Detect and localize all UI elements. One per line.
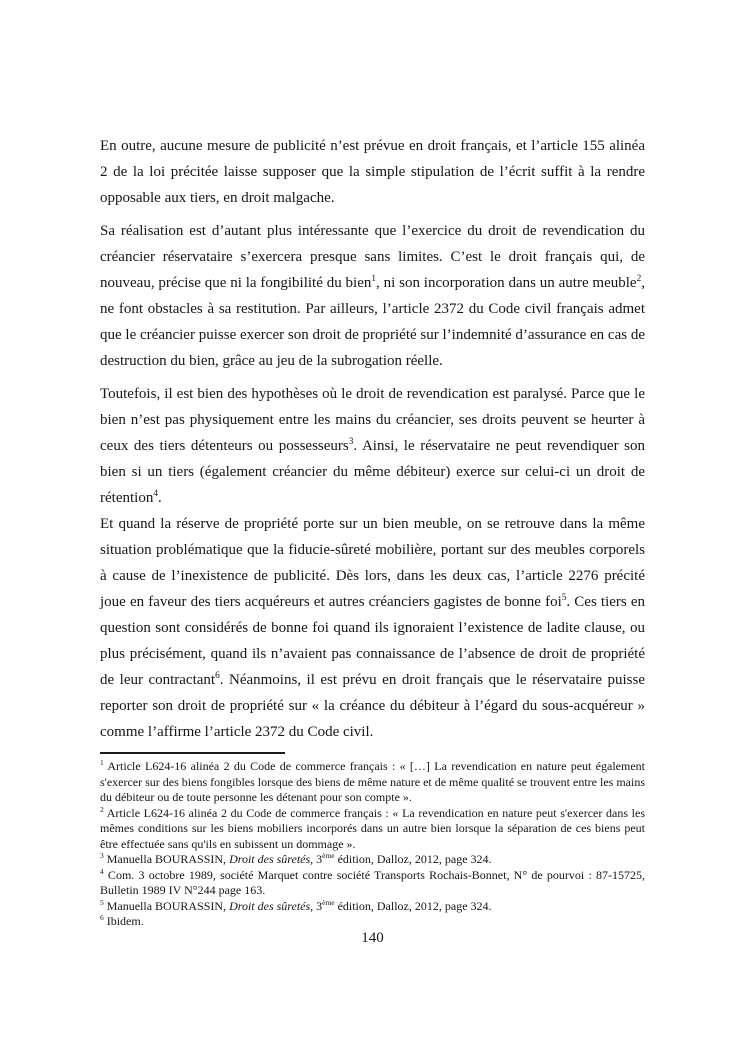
footnote-marker: 5: [100, 897, 104, 907]
footnote-marker: 4: [100, 866, 104, 876]
text-run: édition, Dalloz, 2012, page 324.: [334, 898, 492, 913]
text-run: . Ces tiers en question sont considérés de bonne foi quand ils ignoraient l’existence de ladite clause, ou plus précisément, quand ils n’avaient pas connaissance de l’absence de droit de propriété de leur contractant: [100, 594, 646, 688]
text-run: .: [157, 490, 162, 506]
text-run: Ibidem.: [103, 914, 144, 928]
text-run: . Néanmoins, il est prévu en droit français que le réservataire puisse reporter son droit de propriété sur « la créance du débiteur à l’égard du sous-acquéreur » comme l’affirme l’article 2372 du Code civil.: [100, 672, 646, 740]
text-run: Article L624-16 alinéa 2 du Code de commerce français : « La revendication en nature peut s'exercer dans les mêmes conditions sur les biens mobiliers incorporés dans un autre bien lorsque la séparation de ces biens peut être effectuée sans qu'ils en subissent un dommage ».: [100, 805, 645, 851]
superscript: ème: [322, 897, 335, 907]
text-run: . Ainsi, le réservataire ne peut revendiquer son bien si un tiers (également créancier du même débiteur) exerce sur celui-ci un droit de rétention: [100, 438, 645, 506]
footnote-separator: [100, 752, 285, 754]
footnote-reference: 2: [636, 274, 642, 284]
text-run: Toutefois, il est bien des hypothèses où le droit de revendication est paralysé. Parce que le bien n’est pas physiquement entre les mains du créancier, ses droits peuvent se heurter à ceux des tiers détenteurs ou possesseurs: [100, 386, 645, 454]
footnote-marker: 1: [100, 758, 104, 767]
footnote-marker: 3: [100, 851, 104, 860]
paragraph: [100, 381, 645, 511]
footnote: [100, 868, 645, 899]
footnote-reference: 1: [371, 274, 377, 284]
text-run: édition, Dalloz, 2012, page 324.: [334, 852, 492, 866]
footnote: [100, 806, 645, 853]
footnotes-list: [100, 759, 645, 930]
footnote: [100, 914, 645, 930]
text-run: Com. 3 octobre 1989, société Marquet contre société Transports Rochais-Bonnet, N° de pourvoi : 87-15725, Bulletin 1989 IV N°244 page 163.: [100, 867, 645, 897]
footnote: [100, 899, 645, 915]
footnote-marker: 6: [100, 913, 104, 922]
paragraph: [100, 511, 645, 745]
text-run: Sa réalisation est d’autant plus intéressante que l’exercice du droit de revendication du créancier réservataire s’exercera presque sans limites. C’est le droit français qui, de nouveau, précise que ni la fongibilité du bien: [100, 223, 645, 291]
superscript: ème: [322, 851, 335, 860]
text-run: Et quand la réserve de propriété porte sur un bien meuble, on se retrouve dans la même situation problématique que la fiducie-sûreté mobilière, portant sur des meubles corporels à cause de l’inexistence de publicité. Dès lors, dans les deux cas, l’article 2276 précité joue en faveur des tiers acquéreurs et autres créanciers gagistes de bonne foi: [100, 516, 645, 610]
text-run: En outre, aucune mesure de publicité n’est prévue en droit français, et l’article 155 alinéa 2 de la loi précitée laisse supposer que la simple stipulation de l’écrit suffit à la rendre opposable aux tiers, en droit malgache.: [100, 138, 645, 206]
text-run: Article L624-16 alinéa 2 du Code de commerce français : « […] La revendication en nature peut également s'exercer sur des biens fongibles lorsque des biens de même nature et de même qualité se trouvent entre les mains du débiteur ou de toute personne les détenant pour son compte ».: [100, 759, 645, 804]
text-run: Manuella BOURASSIN,: [103, 898, 230, 913]
page-content: [100, 133, 645, 930]
text-run: 3: [313, 898, 323, 913]
text-run: , ni son incorporation dans un autre meuble: [376, 275, 637, 291]
footnote-marker: 2: [100, 804, 104, 814]
footnote: [100, 759, 645, 806]
footnote: [100, 852, 645, 868]
paragraph: [100, 133, 645, 211]
text-run: Droit des sûretés,: [229, 898, 314, 913]
footnote-reference: 6: [215, 671, 220, 681]
text-run: 3: [313, 852, 323, 866]
paragraph: [100, 218, 645, 374]
text-run: Manuella BOURASSIN,: [103, 852, 230, 866]
footnote-reference: 5: [561, 593, 567, 603]
footnote-reference: 4: [153, 489, 158, 499]
footnote-reference: 3: [348, 437, 354, 447]
page-number: 140: [361, 930, 384, 946]
text-run: , ne font obstacles à sa restitution. Par ailleurs, l’article 2372 du Code civil français admet que le créancier puisse exercer son droit de propriété sur l’indemnité d’assurance en cas de destruction du bien, grâce au jeu de la subrogation réelle.: [100, 275, 645, 369]
text-run: Droit des sûretés,: [229, 852, 314, 866]
body-paragraphs: [100, 133, 645, 745]
